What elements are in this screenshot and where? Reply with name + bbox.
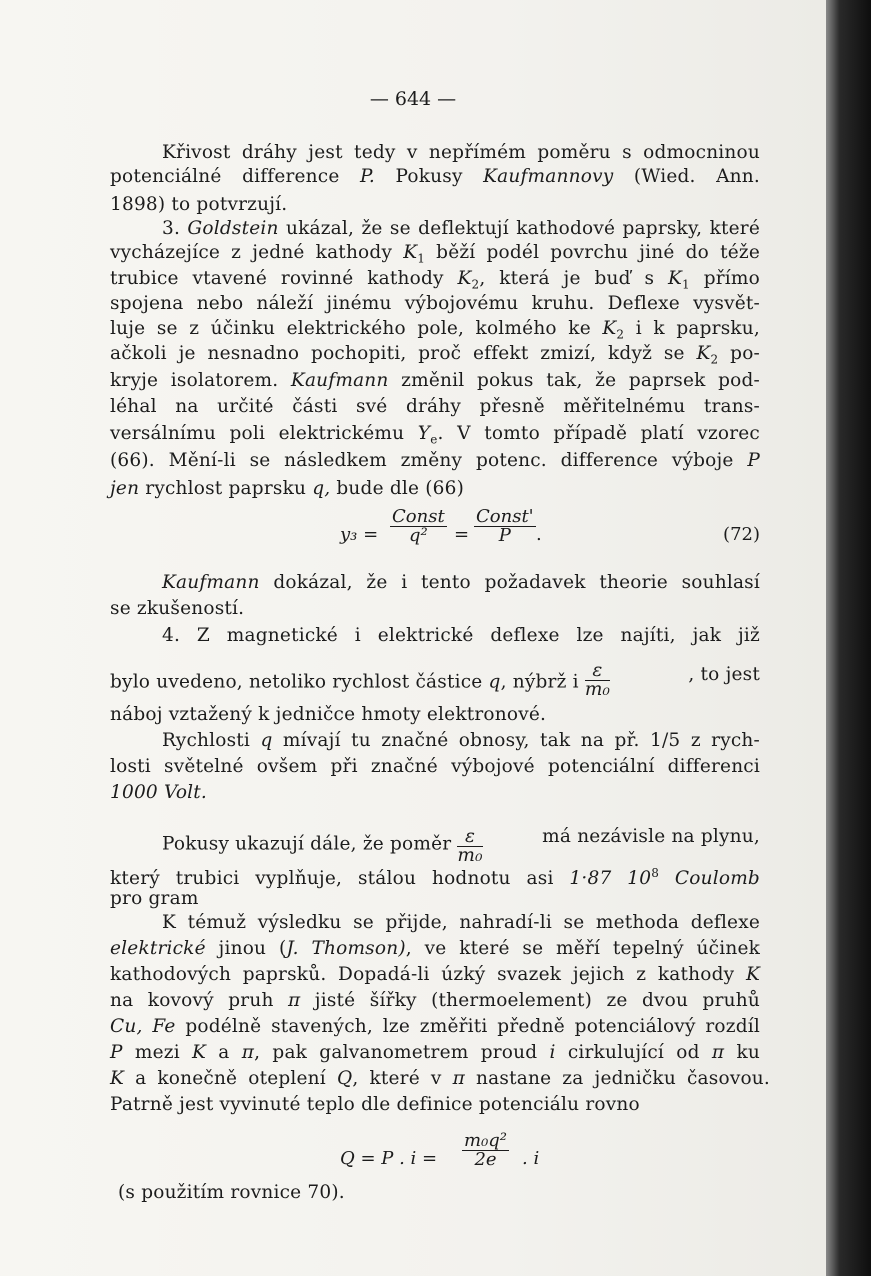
eq-fraction-const: Const q² (392, 506, 445, 546)
text-line: K témuž výsledku se přijde, nahradí-li se methoda deflexe (162, 912, 760, 933)
text-line: kathodových paprsků. Dopadá-li úzký svazek jejich z kathody K (110, 964, 760, 985)
text-line: K a konečně oteplení Q, které v π nastane za jedničku časovou. (110, 1068, 771, 1089)
book-gutter (826, 0, 871, 1276)
text-line: léhal na určité části své dráhy přesně měřitelnému trans- (110, 396, 760, 417)
text-line: náboj vztažený k jedničce hmoty elektronové. (110, 704, 547, 725)
text-line: kryje isolatorem. Kaufmann změnil pokus tak, že paprsek pod- (110, 370, 760, 391)
text-line: Pokusy ukazují dále, že poměr $\frac{\varepsilon}{\text{m₀}}$ má nezávisle na plynu, (162, 826, 760, 866)
text-line: 3. Goldstein ukázal, že se deflektují kathodové paprsky, které (162, 218, 760, 239)
text-line: versálnímu poli elektrickému $Y_e$. V tomto případě platí vzorec (110, 423, 760, 447)
eq-fraction-m0q2-2e: $\frac{\text{m₀q²}}{2e}$ (464, 1130, 508, 1170)
fraction-epsilon-m0-ratio: $\frac{\varepsilon}{\text{m₀}}$ (457, 826, 483, 866)
text-line: Patrně jest vyvinuté teplo dle definice potenciálu rovno (110, 1094, 640, 1115)
equation-72 (340, 508, 760, 558)
text-line: vycházejíce z jedné kathody $K_1$ běží podél povrchu jiné do téže (110, 242, 760, 266)
text-line: Křivost dráhy jest tedy v nepřímém poměru s odmocninou (162, 142, 760, 163)
text-line: potenciálné difference P. Pokusy Kaufmannovy (Wied. Ann. (110, 166, 760, 187)
text-line: jen rychlost paprsku q, bude dle (66) (110, 478, 464, 499)
eq-tail: . i (522, 1148, 540, 1169)
text-line: spojena nebo náleží jinému výbojovému kruhu. Deflexe vysvět- (110, 293, 760, 314)
text-line: luje se z účinku elektrického pole, kolmého ke $K_2$ i k paprsku, (110, 318, 760, 342)
text-line: trubice vtavené rovinné kathody $K_2$, která je buď s $K_1$ přímo (110, 268, 760, 292)
text-line: pro gram (110, 888, 199, 909)
text-line: (66). Mění-li se následkem změny potenc. difference výboje P (110, 450, 760, 471)
text-line: P mezi K a π, pak galvanometrem proud i cirkulující od π ku (110, 1042, 760, 1063)
equation-number: (72) (723, 524, 760, 545)
text-line: který trubici vyplňuje, stálou hodnotu asi 1·87 $10^8$ Coulomb (110, 866, 760, 890)
eq-fraction-const-prime: Const' P (476, 506, 534, 546)
text-line: 1000 Volt. (110, 782, 207, 803)
text-line: elektrické jinou (J. Thomson), ve které se měří tepelný účinek (110, 938, 761, 959)
eq-lhs: Q = P . i = (340, 1148, 438, 1169)
text-line: losti světelné ovšem při značné výbojové potenciální differenci (110, 756, 760, 777)
eq-lhs: y₃ = (340, 524, 379, 545)
text-line: bylo uvedeno, netoliko rychlost částice q, nýbrž i $\frac{\varepsilon}{\text{m₀}}$ , to jest (110, 660, 760, 700)
text-line: na kovový pruh π jisté šířky (thermoelement) ze dvou pruhů (110, 990, 760, 1011)
text-line: 1898) to potvrzují. (110, 194, 288, 215)
text-line: Cu, Fe podélně stavených, lze změřiti předně potenciálový rozdíl (110, 1016, 760, 1037)
equation-heat (340, 1132, 600, 1182)
text-line: ačkoli je nesnadno pochopiti, proč effekt zmizí, když se $K_2$ po- (110, 343, 760, 367)
fraction-epsilon-m0: $\frac{\varepsilon}{\text{m₀}}$ (584, 660, 611, 700)
text-line: (s použitím rovnice 70). (118, 1182, 345, 1203)
eq-period: . (536, 524, 542, 545)
page-number: — 644 — (369, 88, 457, 110)
text-line: se zkušeností. (110, 598, 245, 619)
text-line: Kaufmann dokázal, že i tento požadavek theorie souhlasí (162, 572, 760, 593)
text-line: 4. Z magnetické i elektrické deflexe lze najíti, jak již (162, 625, 760, 646)
text-line: Rychlosti q mívají tu značné obnosy, tak na př. 1/5 z rych- (162, 730, 761, 751)
eq-equals: = (454, 524, 470, 545)
